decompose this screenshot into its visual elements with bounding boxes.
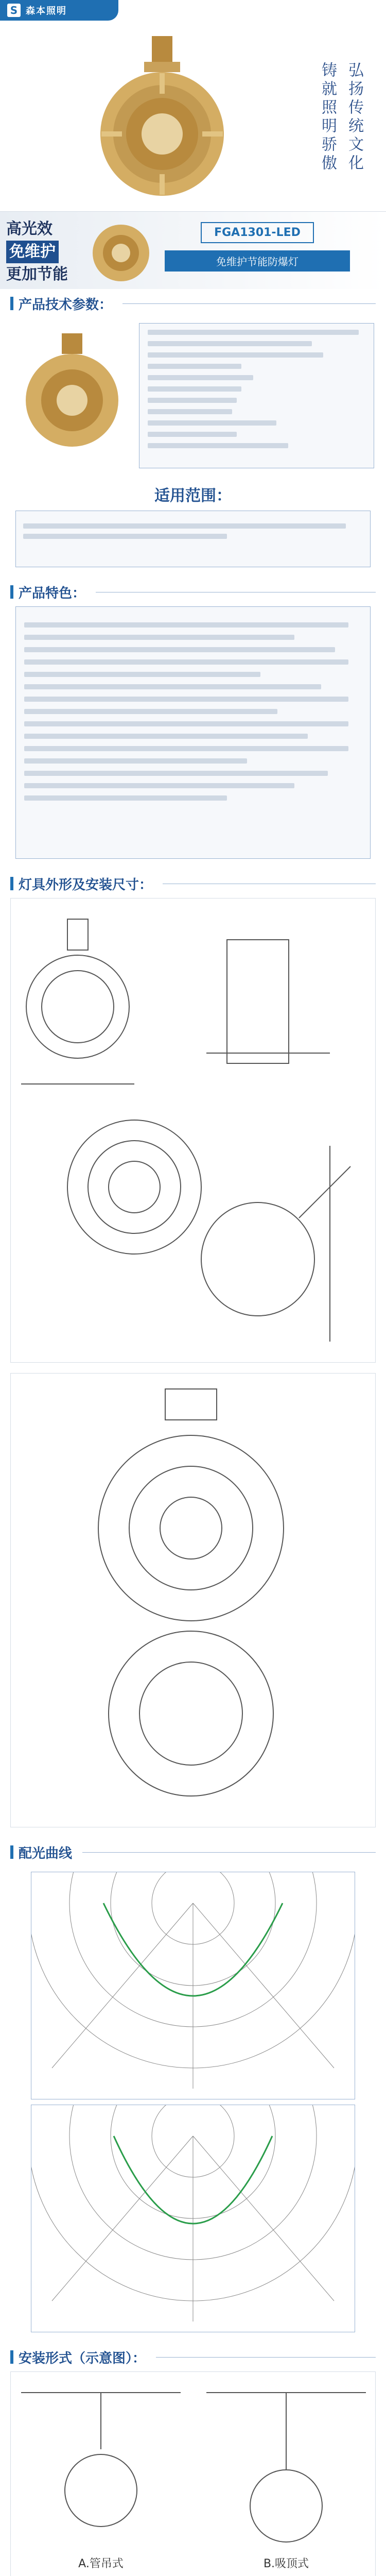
spec-list: [139, 323, 374, 468]
spec-lamp-image: [10, 328, 134, 452]
feature-line: [24, 622, 348, 628]
photo-drawing-svg: [11, 1374, 375, 1826]
spec-line: [148, 432, 237, 437]
caption-b: B.吸顶式: [263, 2557, 309, 2570]
feature-line: [24, 771, 328, 776]
install-title: 安装形式（示意图）：: [19, 2350, 146, 2366]
specs-heading: [0, 289, 386, 318]
hero: [0, 0, 386, 211]
caption-a: A.管吊式: [78, 2557, 124, 2570]
feature-line: [24, 659, 348, 665]
highlight-3: 更加节能: [6, 265, 68, 283]
feature-line: [24, 746, 348, 751]
install-diagrams-svg: [11, 2372, 375, 2576]
light-curve-1: [31, 1872, 355, 2099]
brand-bar: [0, 0, 118, 21]
brand-logo-icon: S: [7, 4, 21, 17]
spec-line: [148, 352, 323, 358]
feature-line: [24, 684, 321, 689]
spec-line: [148, 375, 253, 380]
heading-rule: [82, 1852, 376, 1853]
specs-block: [0, 318, 386, 478]
usage-line: [23, 534, 227, 539]
light-curve-2: [31, 2105, 355, 2332]
dimensions-heading: [0, 869, 386, 898]
light-heading: [0, 1838, 386, 1867]
heading-rule: [156, 2357, 376, 2358]
dimension-drawing-svg: [11, 899, 375, 1361]
banner: [0, 211, 386, 289]
model-code: FGA1301-LED: [201, 222, 314, 243]
light-title: 配光曲线: [19, 1845, 73, 1861]
feature-line: [24, 709, 277, 714]
highlight-1: 高光效: [6, 220, 52, 238]
spec-line: [148, 364, 241, 369]
features-heading: [0, 578, 386, 606]
heading-bar-icon: [10, 877, 13, 890]
dimensions-title: 灯具外形及安装尺寸：: [19, 877, 153, 893]
heading-bar-icon: [10, 1845, 13, 1859]
features-list: [15, 606, 371, 859]
feature-line: [24, 758, 247, 764]
feature-line: [24, 734, 308, 739]
highlight-2: 免维护: [6, 241, 59, 263]
feature-line: [24, 795, 227, 801]
install-heading: [0, 2343, 386, 2371]
dimension-drawing: [10, 898, 376, 1363]
spec-line: [148, 420, 276, 426]
model-name: 免维护节能防爆灯: [165, 250, 350, 272]
hero-slogan: [90, 62, 365, 173]
features-title: 产品特色：: [19, 585, 86, 601]
heading-bar-icon: [10, 585, 13, 599]
feature-line: [24, 647, 335, 652]
model-box: [165, 222, 350, 272]
banner-lamp-image: [87, 217, 154, 284]
usage-text: [15, 511, 371, 567]
photo-area: [10, 1373, 376, 1827]
heading-bar-icon: [10, 2350, 13, 2364]
light-curve-2-svg: [31, 2105, 355, 2331]
slogan-line-2: 铸就照明骄傲: [319, 62, 337, 173]
specs-title: 产品技术参数：: [19, 297, 113, 313]
feature-line: [24, 721, 348, 726]
highlight-list: [6, 218, 83, 286]
heading-bar-icon: [10, 297, 13, 310]
spec-line: [148, 386, 241, 392]
spec-line: [148, 341, 312, 346]
light-curve-1-svg: [31, 1872, 355, 2098]
install-diagrams: [10, 2371, 376, 2576]
spec-line: [148, 443, 288, 448]
spec-line: [148, 409, 232, 414]
usage-line: [23, 523, 346, 529]
brand-name: 森本照明: [26, 6, 67, 16]
feature-line: [24, 635, 294, 640]
feature-line: [24, 697, 348, 702]
slogan-line-1: 弘扬传统文化: [345, 62, 363, 173]
feature-line: [24, 783, 294, 788]
feature-line: [24, 672, 260, 677]
spec-line: [148, 398, 237, 403]
usage-title: 适用范围：: [154, 487, 232, 505]
spec-line: [148, 330, 359, 335]
heading-rule: [122, 303, 376, 304]
